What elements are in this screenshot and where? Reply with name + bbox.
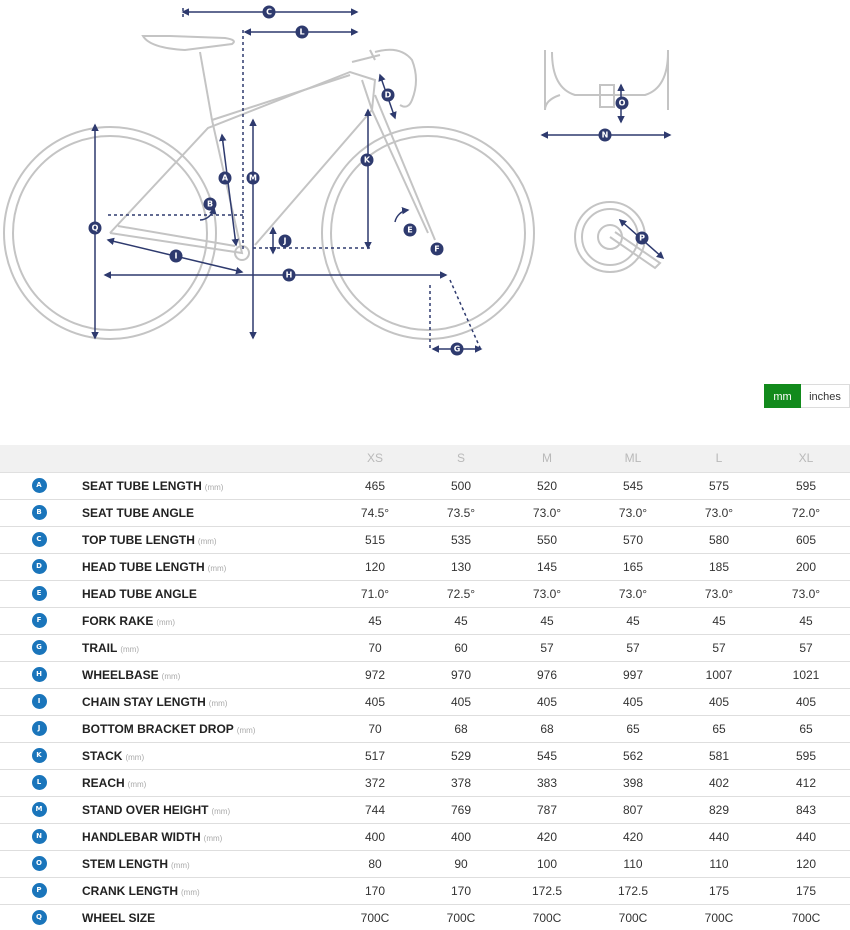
value-cell: 73.0° — [504, 580, 590, 607]
size-header: XS — [332, 445, 418, 472]
value-cell: 378 — [418, 769, 504, 796]
value-cell: 575 — [676, 472, 762, 499]
dimension-code-badge: I — [32, 694, 47, 709]
parameter-unit: (mm) — [156, 617, 175, 627]
value-cell: 420 — [504, 823, 590, 850]
value-cell: 807 — [590, 796, 676, 823]
value-cell: 70 — [332, 715, 418, 742]
svg-text:L: L — [299, 27, 305, 37]
value-cell: 65 — [762, 715, 850, 742]
parameter-name-cell — [78, 580, 332, 607]
value-cell: 165 — [590, 553, 676, 580]
value-cell: 843 — [762, 796, 850, 823]
value-cell: 185 — [676, 553, 762, 580]
size-header: XL — [762, 445, 850, 472]
value-cell: 72.0° — [762, 499, 850, 526]
table-row — [0, 877, 850, 904]
parameter-unit: (mm) — [197, 536, 217, 546]
dimension-code-badge: O — [32, 856, 47, 871]
value-cell: 200 — [762, 553, 850, 580]
svg-text:B: B — [206, 199, 214, 209]
bike-outline — [4, 36, 534, 339]
value-cell: 581 — [676, 742, 762, 769]
value-cell: 550 — [504, 526, 590, 553]
value-cell: 68 — [418, 715, 504, 742]
dimension-code-badge: Q — [32, 910, 47, 925]
table-header-row — [0, 445, 850, 472]
label-c — [263, 6, 276, 19]
label-q — [89, 222, 102, 235]
svg-text:G: G — [453, 344, 461, 354]
value-cell: 440 — [762, 823, 850, 850]
parameter-unit: (mm) — [204, 482, 224, 492]
value-cell: 545 — [504, 742, 590, 769]
value-cell: 57 — [504, 634, 590, 661]
badge-cell — [0, 526, 78, 553]
label-m — [247, 172, 260, 185]
value-cell: 700C — [504, 904, 590, 930]
parameter-name: TOP TUBE LENGTH — [82, 532, 195, 547]
badge-cell — [0, 634, 78, 661]
value-cell: 57 — [676, 634, 762, 661]
parameter-name-cell — [78, 634, 332, 661]
unit-toggle — [764, 384, 850, 408]
label-h — [283, 269, 296, 282]
parameter-name-cell — [78, 904, 332, 930]
size-header: S — [418, 445, 504, 472]
table-row — [0, 634, 850, 661]
geometry-table — [0, 445, 850, 930]
parameter-name: STACK — [82, 748, 123, 763]
table-row — [0, 553, 850, 580]
value-cell: 405 — [504, 688, 590, 715]
parameter-unit: (mm) — [211, 806, 231, 816]
parameter-name: SEAT TUBE ANGLE — [82, 505, 195, 520]
dimension-code-badge: H — [32, 667, 47, 682]
parameter-name-cell — [78, 877, 332, 904]
badge-cell — [0, 661, 78, 688]
dimension-code-badge: B — [32, 505, 47, 520]
parameter-name-cell — [78, 607, 332, 634]
dimension-code-badge: L — [32, 775, 47, 790]
value-cell: 517 — [332, 742, 418, 769]
unit-inches-button[interactable]: inches — [801, 384, 850, 408]
parameter-name: REACH — [82, 775, 125, 790]
value-cell: 73.0° — [504, 499, 590, 526]
value-cell: 65 — [590, 715, 676, 742]
dimension-code-badge: A — [32, 478, 47, 493]
value-cell: 60 — [418, 634, 504, 661]
label-a — [219, 172, 232, 185]
value-cell: 100 — [504, 850, 590, 877]
badge-cell — [0, 553, 78, 580]
svg-text:P: P — [639, 233, 645, 243]
parameter-name-cell — [78, 796, 332, 823]
table-row — [0, 742, 850, 769]
parameter-name: SEAT TUBE LENGTH — [82, 478, 202, 493]
value-cell: 769 — [418, 796, 504, 823]
value-cell: 700C — [332, 904, 418, 930]
label-p — [636, 232, 649, 245]
badge-cell — [0, 769, 78, 796]
parameter-unit: (mm) — [171, 860, 190, 870]
value-cell: 172.5 — [504, 877, 590, 904]
value-cell: 562 — [590, 742, 676, 769]
value-cell: 580 — [676, 526, 762, 553]
parameter-name: HANDLEBAR WIDTH — [82, 829, 201, 844]
value-cell: 57 — [762, 634, 850, 661]
badge-cell — [0, 742, 78, 769]
label-b — [204, 198, 217, 211]
label-l — [296, 26, 309, 39]
label-k — [361, 154, 374, 167]
value-cell: 400 — [332, 823, 418, 850]
value-cell: 372 — [332, 769, 418, 796]
parameter-name: WHEELBASE — [82, 667, 159, 682]
value-cell: 700C — [590, 904, 676, 930]
handlebar-outline — [545, 50, 668, 110]
value-cell: 172.5 — [590, 877, 676, 904]
badge-cell — [0, 796, 78, 823]
parameter-name: HEAD TUBE ANGLE — [82, 586, 197, 601]
parameter-unit: (mm) — [127, 779, 147, 789]
value-cell: 412 — [762, 769, 850, 796]
dimension-code-badge: P — [32, 883, 47, 898]
parameter-name: BOTTOM BRACKET DROP — [82, 721, 234, 736]
svg-text:N: N — [601, 130, 609, 140]
value-cell: 595 — [762, 472, 850, 499]
value-cell: 405 — [332, 688, 418, 715]
size-header: ML — [590, 445, 676, 472]
value-cell: 700C — [418, 904, 504, 930]
value-cell: 80 — [332, 850, 418, 877]
table-row — [0, 823, 850, 850]
badge-cell — [0, 715, 78, 742]
parameter-name: HEAD TUBE LENGTH — [82, 559, 205, 574]
dimension-code-badge: K — [32, 748, 47, 763]
label-d — [382, 89, 395, 102]
svg-text:Q: Q — [91, 223, 99, 233]
value-cell: 400 — [418, 823, 504, 850]
value-cell: 130 — [418, 553, 504, 580]
value-cell: 787 — [504, 796, 590, 823]
parameter-name-cell — [78, 553, 332, 580]
value-cell: 73.0° — [590, 499, 676, 526]
value-cell: 110 — [590, 850, 676, 877]
value-cell: 744 — [332, 796, 418, 823]
dimension-code-badge: C — [32, 532, 47, 547]
value-cell: 405 — [590, 688, 676, 715]
badge-cell — [0, 580, 78, 607]
badge-cell — [0, 904, 78, 930]
value-cell: 383 — [504, 769, 590, 796]
value-cell: 997 — [590, 661, 676, 688]
badge-cell — [0, 688, 78, 715]
value-cell: 72.5° — [418, 580, 504, 607]
value-cell: 500 — [418, 472, 504, 499]
value-cell: 605 — [762, 526, 850, 553]
value-cell: 402 — [676, 769, 762, 796]
table-row — [0, 472, 850, 499]
label-e — [404, 224, 417, 237]
value-cell: 529 — [418, 742, 504, 769]
table-row — [0, 580, 850, 607]
parameter-unit: (mm) — [125, 752, 145, 762]
dimension-code-badge: J — [32, 721, 47, 736]
dimension-code-badge: D — [32, 559, 47, 574]
bike-geometry-diagram — [0, 0, 850, 380]
table-row — [0, 769, 850, 796]
svg-text:I: I — [174, 251, 178, 261]
badge-cell — [0, 823, 78, 850]
parameter-name-cell — [78, 850, 332, 877]
value-cell: 465 — [332, 472, 418, 499]
table-row — [0, 661, 850, 688]
value-cell: 74.5° — [332, 499, 418, 526]
value-cell: 405 — [418, 688, 504, 715]
badge-cell — [0, 607, 78, 634]
value-cell: 700C — [676, 904, 762, 930]
value-cell: 175 — [676, 877, 762, 904]
parameter-unit: (mm) — [203, 833, 223, 843]
value-cell: 515 — [332, 526, 418, 553]
table-row — [0, 607, 850, 634]
value-cell: 440 — [676, 823, 762, 850]
badge-cell — [0, 877, 78, 904]
parameter-unit: (mm) — [208, 698, 228, 708]
value-cell: 700C — [762, 904, 850, 930]
table-row — [0, 796, 850, 823]
value-cell: 829 — [676, 796, 762, 823]
dimension-code-badge: E — [32, 586, 47, 601]
value-cell: 73.0° — [676, 580, 762, 607]
value-cell: 595 — [762, 742, 850, 769]
value-cell: 405 — [762, 688, 850, 715]
table-row — [0, 526, 850, 553]
parameter-name: CHAIN STAY LENGTH — [82, 694, 206, 709]
parameter-unit: (mm) — [120, 644, 139, 654]
value-cell: 45 — [332, 607, 418, 634]
table-row — [0, 850, 850, 877]
size-header: L — [676, 445, 762, 472]
value-cell: 145 — [504, 553, 590, 580]
value-cell: 45 — [590, 607, 676, 634]
header-blank — [78, 445, 332, 472]
value-cell: 73.5° — [418, 499, 504, 526]
parameter-unit: (mm) — [236, 725, 256, 735]
parameter-name: WHEEL SIZE — [82, 910, 156, 925]
value-cell: 170 — [332, 877, 418, 904]
value-cell: 170 — [418, 877, 504, 904]
parameter-unit: (mm) — [161, 671, 181, 681]
svg-text:H: H — [285, 270, 293, 280]
parameter-name-cell — [78, 661, 332, 688]
parameter-unit: (mm) — [181, 887, 200, 897]
value-cell: 110 — [676, 850, 762, 877]
value-cell: 420 — [590, 823, 676, 850]
value-cell: 73.0° — [762, 580, 850, 607]
value-cell: 1021 — [762, 661, 850, 688]
value-cell: 976 — [504, 661, 590, 688]
parameter-name-cell — [78, 688, 332, 715]
parameter-name: STEM LENGTH — [82, 856, 168, 871]
value-cell: 545 — [590, 472, 676, 499]
svg-text:M: M — [249, 173, 257, 183]
table-row — [0, 499, 850, 526]
table-row — [0, 688, 850, 715]
value-cell: 71.0° — [332, 580, 418, 607]
svg-text:O: O — [618, 98, 626, 108]
value-cell: 45 — [762, 607, 850, 634]
svg-text:F: F — [434, 244, 440, 254]
label-g — [451, 343, 464, 356]
svg-text:C: C — [266, 7, 272, 17]
parameter-name-cell — [78, 499, 332, 526]
svg-text:A: A — [221, 173, 229, 183]
parameter-name-cell — [78, 823, 332, 850]
parameter-name: STAND OVER HEIGHT — [82, 802, 209, 817]
header-blank — [0, 445, 78, 472]
value-cell: 972 — [332, 661, 418, 688]
parameter-name-cell — [78, 769, 332, 796]
dimension-code-badge: G — [32, 640, 47, 655]
svg-text:K: K — [363, 155, 371, 165]
svg-text:J: J — [283, 236, 287, 246]
value-cell: 175 — [762, 877, 850, 904]
label-n — [599, 129, 612, 142]
value-cell: 45 — [504, 607, 590, 634]
value-cell: 398 — [590, 769, 676, 796]
svg-text:D: D — [384, 90, 392, 100]
value-cell: 1007 — [676, 661, 762, 688]
size-header: M — [504, 445, 590, 472]
parameter-name: TRAIL — [82, 640, 118, 655]
parameter-name-cell — [78, 472, 332, 499]
value-cell: 535 — [418, 526, 504, 553]
table-row — [0, 904, 850, 930]
badge-cell — [0, 472, 78, 499]
parameter-name-cell — [78, 742, 332, 769]
svg-text:E: E — [407, 225, 413, 235]
value-cell: 405 — [676, 688, 762, 715]
value-cell: 70 — [332, 634, 418, 661]
dimension-code-badge: F — [32, 613, 47, 628]
label-i — [170, 250, 183, 263]
value-cell: 120 — [762, 850, 850, 877]
dimension-code-badge: N — [32, 829, 47, 844]
dimension-code-badge: M — [32, 802, 47, 817]
label-f — [431, 243, 444, 256]
value-cell: 970 — [418, 661, 504, 688]
value-cell: 520 — [504, 472, 590, 499]
table-body — [0, 472, 850, 930]
value-cell: 57 — [590, 634, 676, 661]
unit-mm-button[interactable]: mm — [764, 384, 801, 408]
value-cell: 120 — [332, 553, 418, 580]
parameter-unit: (mm) — [207, 563, 227, 573]
label-j — [279, 235, 292, 248]
value-cell: 65 — [676, 715, 762, 742]
badge-cell — [0, 499, 78, 526]
parameter-name: FORK RAKE — [82, 613, 154, 628]
parameter-name: CRANK LENGTH — [82, 883, 178, 898]
table-row — [0, 715, 850, 742]
value-cell: 68 — [504, 715, 590, 742]
value-cell: 73.0° — [590, 580, 676, 607]
value-cell: 45 — [418, 607, 504, 634]
value-cell: 73.0° — [676, 499, 762, 526]
badge-cell — [0, 850, 78, 877]
value-cell: 45 — [676, 607, 762, 634]
label-o — [616, 97, 629, 110]
value-cell: 90 — [418, 850, 504, 877]
parameter-name-cell — [78, 526, 332, 553]
value-cell: 570 — [590, 526, 676, 553]
parameter-name-cell — [78, 715, 332, 742]
